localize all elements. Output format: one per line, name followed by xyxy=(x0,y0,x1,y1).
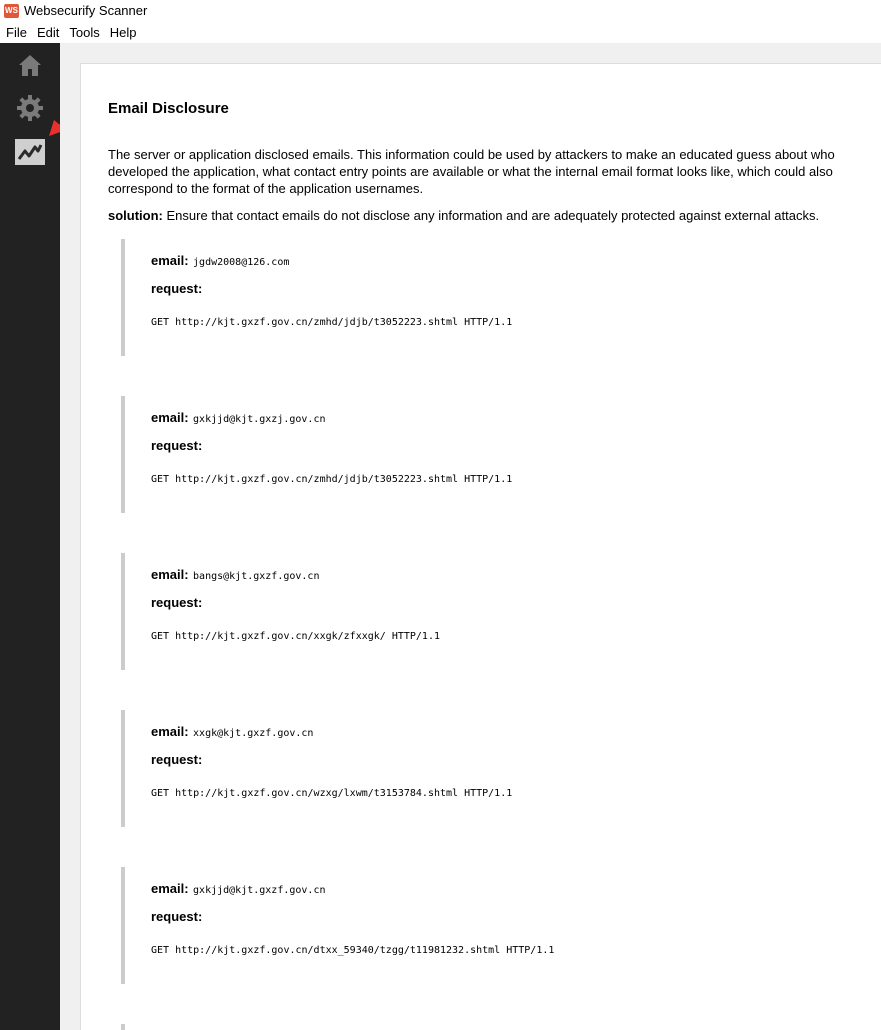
finding-item-partial xyxy=(121,1024,825,1030)
request-label: request: xyxy=(151,752,203,767)
email-value: gxkjjd@kjt.gxzf.gov.cn xyxy=(193,885,326,896)
menu-tools[interactable]: Tools xyxy=(69,24,100,40)
menu-bar xyxy=(0,21,881,43)
email-value: bangs@kjt.gxzf.gov.cn xyxy=(193,571,320,582)
email-label: email: xyxy=(151,567,189,582)
request-value: GET http://kjt.gxzf.gov.cn/xxgk/zfxxgk/ HTTP/1.1 xyxy=(151,631,440,642)
report-solution xyxy=(108,208,868,223)
email-value: xxgk@kjt.gxzf.gov.cn xyxy=(193,728,314,739)
chart-icon xyxy=(17,142,43,162)
finding-item xyxy=(121,867,825,984)
email-label: email: xyxy=(151,410,189,425)
sidebar xyxy=(0,43,60,1030)
menu-edit[interactable]: Edit xyxy=(36,24,60,40)
email-label: email: xyxy=(151,881,189,896)
report-description: The server or application disclosed emails. This information could be used by attackers to make an educated guess about who developed the application, what contact entry points are available or what the internal email format looks like, which could also correspond to the format of the application usernames. xyxy=(108,147,835,196)
sidebar-home-button[interactable] xyxy=(14,49,46,81)
menu-help[interactable]: Help xyxy=(109,24,137,40)
sidebar-reports-button[interactable] xyxy=(15,139,45,165)
sidebar-settings-button[interactable] xyxy=(14,92,46,124)
report-panel xyxy=(80,63,881,1030)
request-value: GET http://kjt.gxzf.gov.cn/wzxg/lxwm/t3153784.shtml HTTP/1.1 xyxy=(151,788,513,799)
gear-icon xyxy=(16,94,44,122)
email-value: jgdw2008@126.com xyxy=(193,257,290,268)
finding-item xyxy=(121,553,825,670)
email-label: email: xyxy=(151,724,189,739)
request-label: request: xyxy=(151,909,203,924)
request-label: request: xyxy=(151,438,203,453)
finding-item xyxy=(121,239,825,356)
solution-text: Ensure that contact emails do not disclose any information and are adequately protected against external attacks. xyxy=(166,208,820,223)
home-icon xyxy=(17,52,43,78)
request-value: GET http://kjt.gxzf.gov.cn/zmhd/jdjb/t3052223.shtml HTTP/1.1 xyxy=(151,474,513,485)
report-title: Email Disclosure xyxy=(108,100,229,117)
email-value: gxkjjd@kjt.gxzj.gov.cn xyxy=(193,414,326,425)
menu-file[interactable]: File xyxy=(6,24,27,40)
request-label: request: xyxy=(151,595,203,610)
window-title: Websecurify Scanner xyxy=(24,3,148,18)
finding-item xyxy=(121,710,825,827)
request-label: request: xyxy=(151,281,203,296)
request-value: GET http://kjt.gxzf.gov.cn/zmhd/jdjb/t3052223.shtml HTTP/1.1 xyxy=(151,317,513,328)
finding-item xyxy=(121,396,825,513)
title-bar xyxy=(0,0,881,21)
request-value: GET http://kjt.gxzf.gov.cn/dtxx_59340/tzgg/t11981232.shtml HTTP/1.1 xyxy=(151,945,555,956)
app-logo-icon: WS xyxy=(4,4,19,18)
solution-label: solution: xyxy=(108,208,163,223)
content-area[interactable] xyxy=(60,43,881,1030)
email-label: email: xyxy=(151,253,189,268)
